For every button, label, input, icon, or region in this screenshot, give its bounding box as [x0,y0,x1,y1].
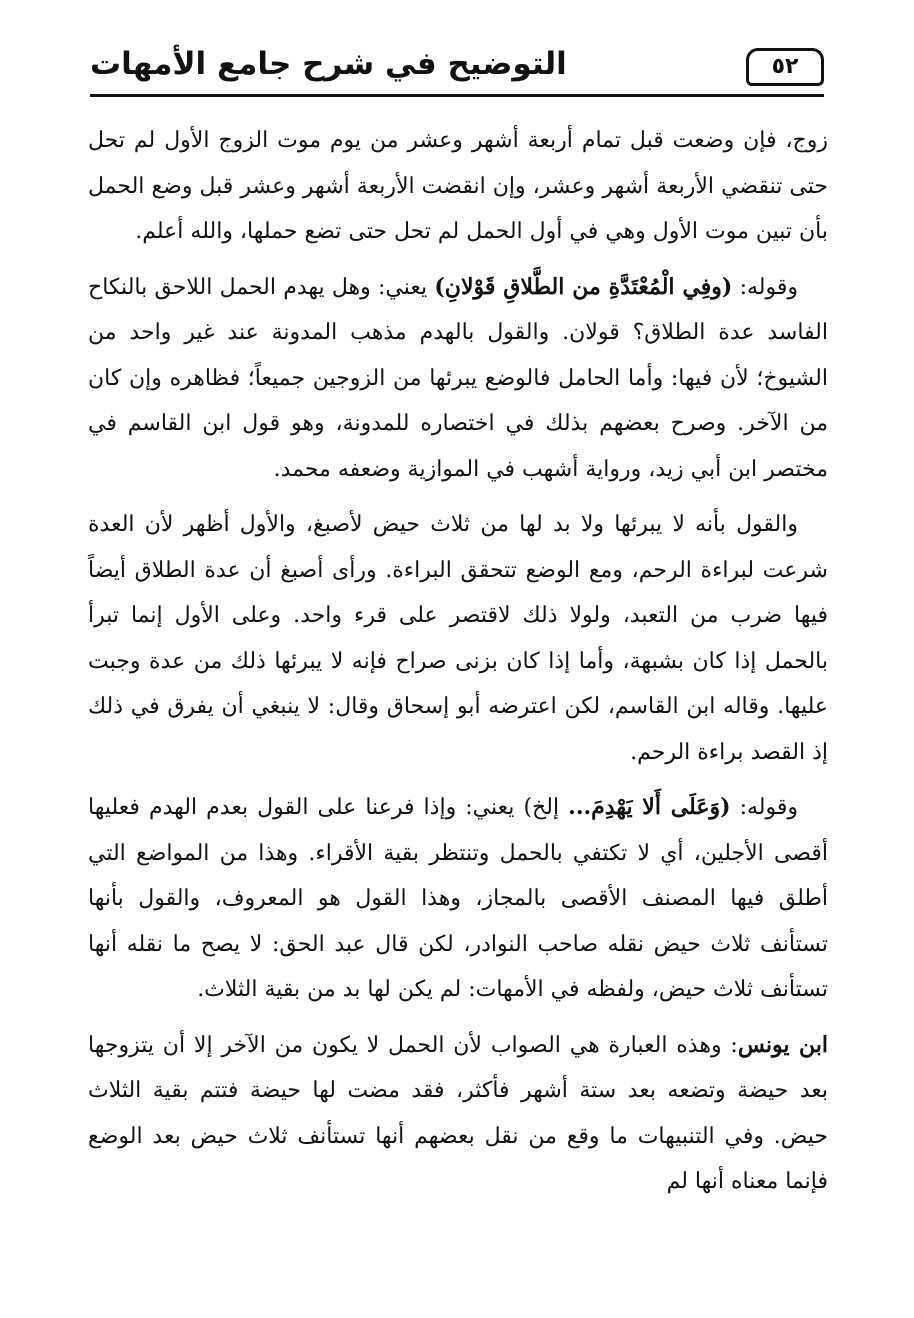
matn-quote-2: (وَعَلَى أَلا يَهْدِمَ... [568,794,731,820]
paragraph-2-intro: وقوله: [732,274,798,300]
paragraph-4 [88,785,828,1013]
paragraph-4-intro: وقوله: [730,795,798,820]
paragraph-5-commentary: : وهذه العبارة هي الصواب لأن الحمل لا يكون من الآخر إلا أن يتزوجها بعد حيضة وتضعه بعد ستة أشهر فأكثر، فقد مضت لها حيضة فتتم بقية الثلاث حيض. وفي التنبيهات ما وقع من نقل بعضهم أنها تستأنف ثلاث حيض بعد الوضع فإنما معناه أنها لم [88,1032,828,1194]
page-body [88,118,828,1215]
paragraph-1: زوج، فإن وضعت قبل تمام أربعة أشهر وعشر من يوم موت الزوج الأول لم تحل حتى تنقضي الأربعة أشهر وعشر، وإن انقضت الأربعة أشهر وعشر قبل وضع الحمل بأن تبين موت الأول وهي في أول الحمل لم تحل حتى تضع حملها، والله أعلم. [88,128,828,244]
paragraph-2 [88,265,828,493]
running-title: التوضيح في شرح جامع الأمهات [90,46,567,82]
paragraph-5 [88,1023,828,1205]
cited-scholar-name: ابن يونس [737,1031,828,1058]
header-rule [90,94,824,97]
paragraph-4-commentary: إلخ) يعني: وإذا فرعنا على القول بعدم الهدم فعليها أقصى الأجلين، أي لا تكتفي بالحمل وتنتظر بقية الأقراء. وهذا من المواضع التي أطلق فيها المصنف الأقصى بالمجاز، وهذا القول هو المعروف، والقول بأنها تستأنف ثلاث حيض نقله صاحب النوادر، لكن قال عبد الحق: لا يصح ما نقله أنها تستأنف ثلاث حيض، ولفظه في الأمهات: لم يكن لها بد من بقية الثلاث. [88,795,828,1002]
matn-quote-1: (وفِي الْمُعْتَدَّةِ من الطَّلاقِ قَوْلانِ) [434,273,733,300]
page-number: ٥٢ [746,48,824,86]
paragraph-2-commentary: يعني: وهل يهدم الحمل اللاحق بالنكاح الفاسد عدة الطلاق؟ قولان. والقول بالهدم مذهب المدونة عند غير واحد من الشيوخ؛ لأن فيها: وأما الحامل فالوضع يبرئها من الزوجين جميعاً؛ فظاهره وإن كان من الآخر. وصرح بعضهم بذلك في اختصاره للمدونة، وهو قول ابن القاسم في مختصر ابن أبي زيد، ورواية أشهب في الموازية وضعفه محمد. [88,274,828,482]
paragraph-3: والقول بأنه لا يبرئها ولا بد لها من ثلاث حيض لأصبغ، والأول أظهر لأن العدة شرعت لبراءة الرحم، ومع الوضع تتحقق البراءة. ورأى أصبغ أن عدة الطلاق أيضاً فيها ضرب من التعبد، ولولا ذلك لاقتصر على قرء واحد. وعلى الأول إنما تبرأ بالحمل إذا كان بشبهة، وأما إذا كان بزنى صراح فإنه لا يبرئها ذلك من عدة وجبت عليها. وقاله ابن القاسم، لكن اعترضه أبو إسحاق وقال: لا ينبغي أن يفرق في ذلك إذ القصد براءة الرحم. [88,512,828,765]
page-header [90,40,824,96]
